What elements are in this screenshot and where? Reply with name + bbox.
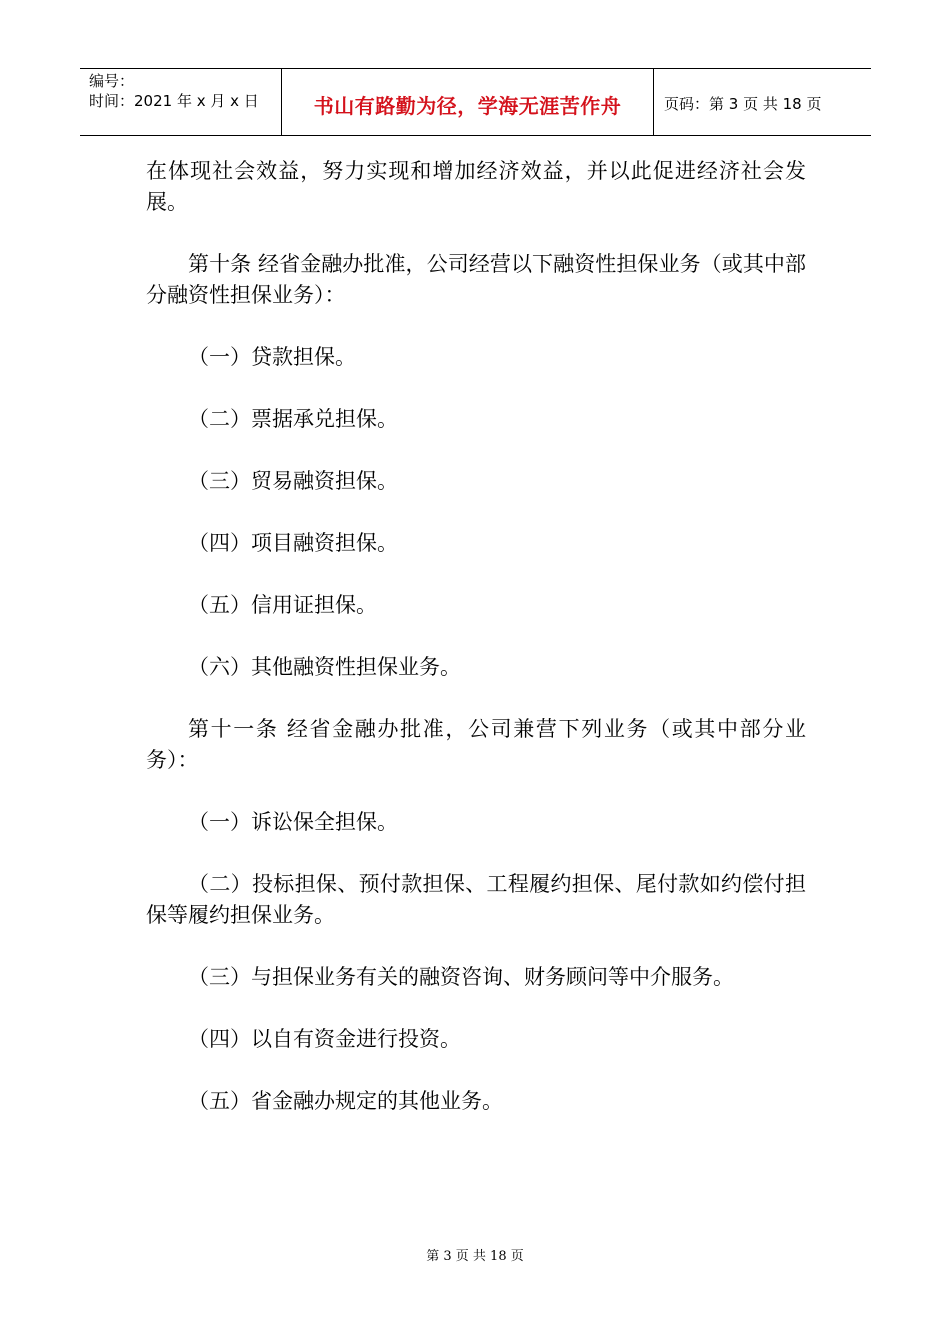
list-item: （一）诉讼保全担保。 [188, 810, 398, 834]
document-body [146, 156, 806, 1148]
list-item: （四）以自有资金进行投资。 [188, 1027, 461, 1051]
header-page-cell [654, 69, 871, 135]
header-meta-cell [80, 69, 282, 135]
list-item: （六）其他融资性担保业务。 [188, 655, 461, 679]
list-item: （三）与担保业务有关的融资咨询、财务顾问等中介服务。 [188, 965, 734, 989]
list-item: （二）投标担保、预付款担保、工程履约担保、尾付款如约偿付担保等履约担保业务。 [146, 872, 806, 927]
header-motto-cell [282, 69, 654, 135]
list-item: （二）票据承兑担保。 [188, 407, 398, 431]
list-item: （四）项目融资担保。 [188, 531, 398, 555]
header-table [80, 68, 871, 136]
list-item: （五）省金融办规定的其他业务。 [188, 1089, 503, 1113]
list-item: （五）信用证担保。 [188, 593, 377, 617]
document-date: 时间：2021 年 x 月 x 日 [89, 92, 259, 110]
header-page-info: 页码：第 3 页 共 18 页 [664, 94, 822, 113]
footer-page-number: 第 3 页 共 18 页 [426, 1249, 524, 1264]
page-footer [0, 1245, 950, 1264]
header-motto: 书山有路勤为径，学海无涯苦作舟 [313, 93, 622, 118]
article-heading-paragraph: 第十条 经省金融办批准，公司经营以下融资性担保业务（或其中部分融资性担保业务）： [146, 252, 806, 307]
list-item: （一）贷款担保。 [188, 345, 356, 369]
article-heading-paragraph: 第十一条 经省金融办批准，公司兼营下列业务（或其中部分业务）： [146, 717, 806, 772]
list-item: （三）贸易融资担保。 [188, 469, 398, 493]
document-number-label: 编号： [89, 72, 135, 90]
paragraph: 在体现社会效益，努力实现和增加经济效益，并以此促进经济社会发展。 [146, 159, 806, 214]
